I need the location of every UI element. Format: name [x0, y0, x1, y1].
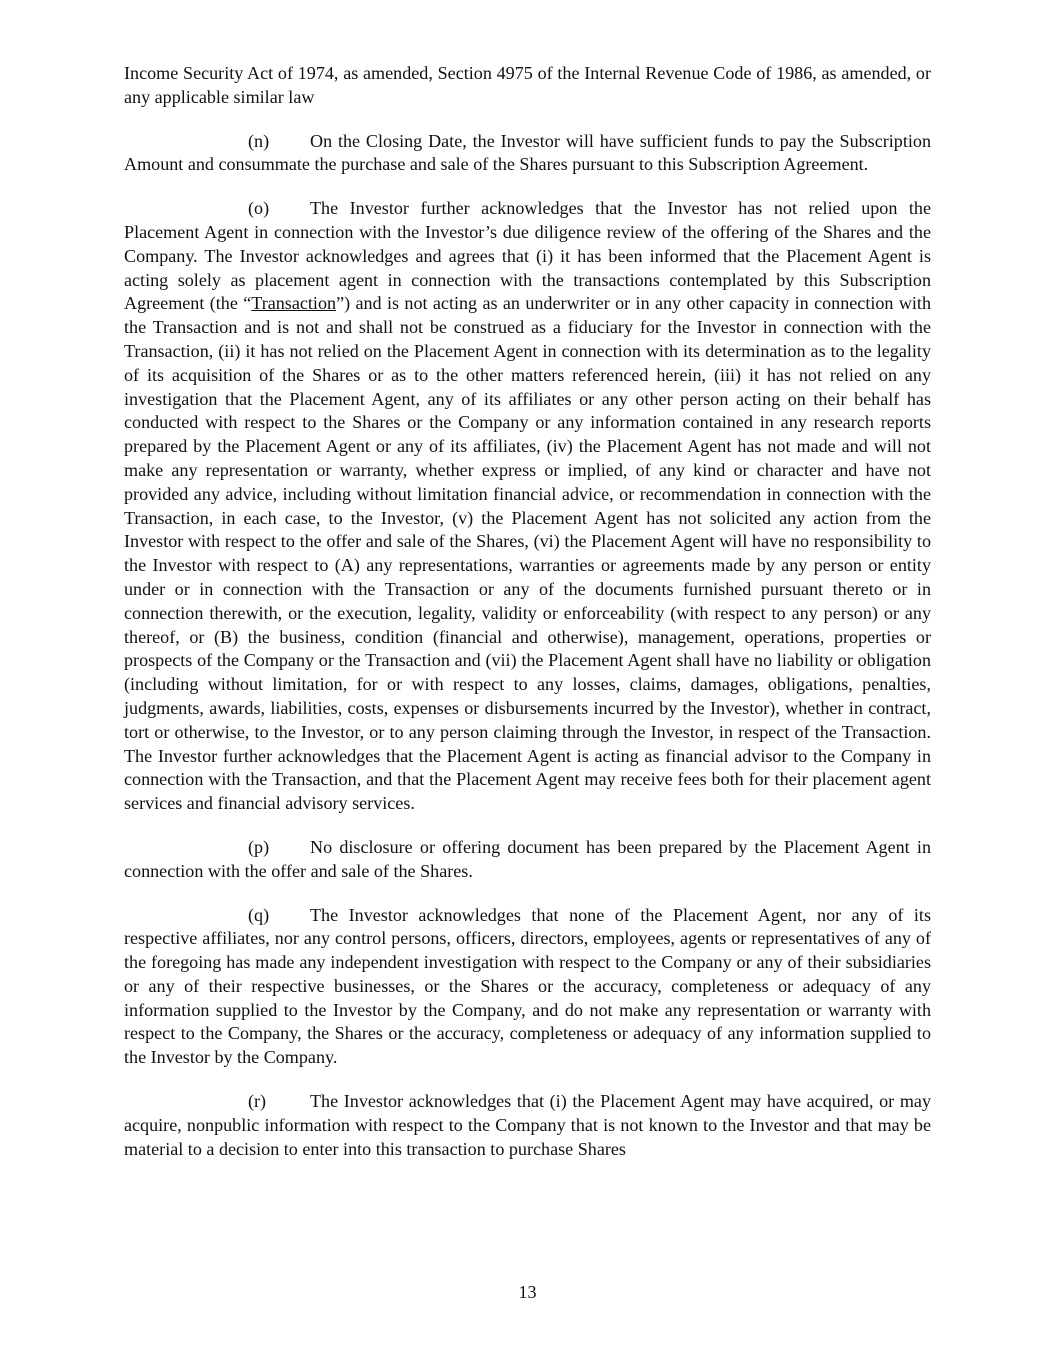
paragraph-label: (p) [248, 836, 270, 857]
defined-term: Transaction [251, 293, 337, 314]
paragraph-r [124, 1090, 931, 1161]
paragraph-text: The Investor acknowledges that (i) the Placement Agent may have acquired, or may acquire, nonpublic information with respect to the Company that is not known to the Investor and that may be material to a decision to enter into this transaction to purchase Shares [124, 1091, 931, 1159]
paragraph-p [124, 836, 931, 884]
paragraph-label: (q) [248, 904, 270, 925]
paragraph-text-continued: ”) and is not acting as an underwriter or in any other capacity in connection with the Transaction and is not and shall not be construed as a fiduciary for the Investor in connection with the Transaction, (ii) it has not relied on the Placement Agent in connection with its determination as to the legality of its acquisition of the Shares or as to the other matters referenced herein, (iii) it has not relied on any investigation that the Placement Agent, any of its affiliates or any other person acting on their behalf has conducted with respect to the Shares or the Company or any information contained in any research reports prepared by the Placement Agent or any of its affiliates, (iv) the Placement Agent has not made and will not make any representation or warranty, whether express or implied, of any kind or character and have not provided any advice, including without limitation financial advice, or recommendation in connection with the Transaction, in each case, to the Investor, (v) the Placement Agent has not solicited any action from the Investor with respect to the offer and sale of the Shares, (vi) the Placement Agent will have no responsibility to the Investor with respect to (A) any representations, warranties or agreements made by any person or entity under or in connection with the Transaction or any of the documents furnished pursuant thereto or in connection therewith, or the execution, legality, validity or enforceability (with respect to any person) or any thereof, or (B) the business, condition (financial and otherwise), management, operations, properties or prospects of the Company or the Transaction and (vii) the Placement Agent shall have no liability or obligation (including without limitation, for or with respect to any losses, claims, damages, obligations, penalties, judgments, awards, liabilities, costs, expenses or disbursements incurred by the Investor), whether in contract, tort or otherwise, to the Investor, or to any person claiming through the Investor, in respect of the Transaction. The Investor further acknowledges that the Placement Agent is acting as financial advisor to the Company in connection with the Transaction, and that the Placement Agent may receive fees both for their placement agent services and financial advisory services. [124, 293, 931, 814]
document-page [124, 62, 931, 1181]
paragraph-label: (o) [248, 198, 270, 219]
paragraph-o [124, 197, 931, 816]
paragraph-text: The Investor acknowledges that none of the Placement Agent, nor any of its respective affiliates, nor any control persons, officers, directors, employees, agents or representatives of any of the foregoing has made any independent investigation with respect to the Company or any of their subsidiaries or any of their respective businesses, or the Shares or the accuracy, completeness or adequacy of any information supplied to the Investor by the Company, and do not make any representation or warranty with respect to the Company, the Shares or the accuracy, completeness or adequacy of any information supplied to the Investor by the Company. [124, 904, 931, 1068]
paragraph-text: The Investor further acknowledges that the Investor has not relied upon the Placement Agent in connection with the Investor’s due diligence review of the offering of the Shares and the Company. The Investor acknowledges and agrees that (i) it has been informed that the Placement Agent is acting solely as placement agent in connection with the transactions contemplated by this Subscription Agreement (the “ [124, 198, 931, 314]
paragraph-label: (n) [248, 130, 270, 151]
paragraph-label: (r) [248, 1091, 267, 1112]
paragraph-text: No disclosure or offering document has been prepared by the Placement Agent in connection with the offer and sale of the Shares. [124, 836, 931, 881]
paragraph-q [124, 904, 931, 1071]
paragraph-text: On the Closing Date, the Investor will have sufficient funds to pay the Subscription Amount and consummate the purchase and sale of the Shares pursuant to this Subscription Agreement. [124, 130, 931, 175]
continuation-paragraph: Income Security Act of 1974, as amended, Section 4975 of the Internal Revenue Code of 1986, as amended, or any applicable similar law [124, 63, 931, 107]
page-number: 13 [518, 1282, 537, 1302]
paragraph-n [124, 130, 931, 178]
